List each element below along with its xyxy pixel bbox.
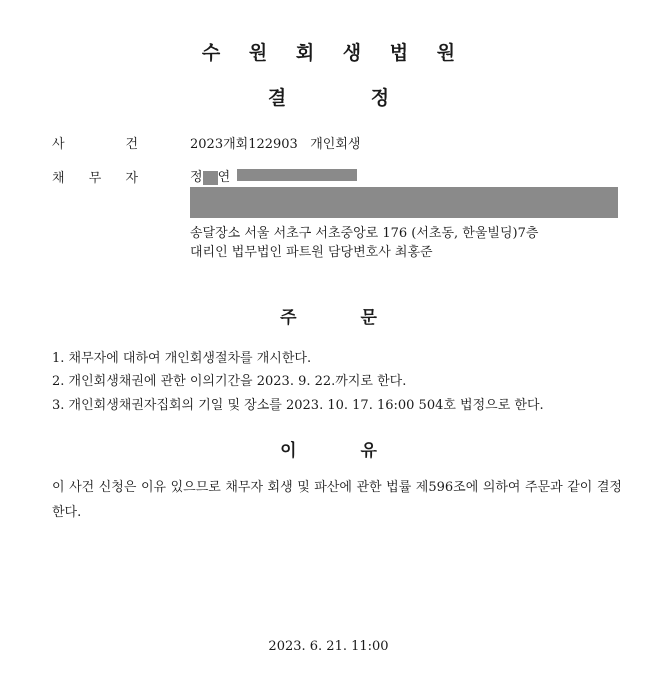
debtor-label-char-2: 무	[88, 171, 102, 186]
name-redaction	[203, 171, 218, 185]
address-redaction	[190, 187, 618, 218]
document-type: 결 정	[267, 87, 390, 109]
debtor-name-last: 연	[217, 170, 231, 185]
legal-agent: 대리인 법무법인 파트원 담당변호사 최홍준	[190, 245, 433, 260]
decision-date: 2023. 6. 21. 11:00	[268, 639, 389, 654]
order-item-3: 3. 개인회생채권자집회의 기일 및 장소를 2023. 10. 17. 16:00 504호 법정으로 한다.	[52, 398, 544, 413]
debtor-label	[52, 167, 138, 186]
debtor-label-char-1: 채	[52, 171, 65, 186]
id-redaction	[237, 169, 357, 181]
case-number: 2023개회122903	[190, 137, 298, 152]
court-title: 수 원 회 생 법 원	[201, 42, 456, 64]
debtor-name	[190, 166, 230, 185]
debtor-label-char-3: 자	[125, 171, 138, 186]
service-address: 송달장소 서울 서초구 서초중앙로 176 (서초동, 한울빌딩)7층	[190, 226, 539, 241]
case-label	[52, 133, 138, 152]
order-item-2: 2. 개인회생채권에 관한 이의기간을 2023. 9. 22.까지로 한다.	[52, 374, 407, 389]
reason-text: 이 사건 신청은 이유 있으므로 채무자 회생 및 파산에 관한 법률 제596조에 의하여 주문과 같이 결정한다.	[52, 480, 622, 520]
reason-heading: 이 유	[280, 441, 377, 461]
case-type: 개인회생	[310, 137, 361, 152]
case-label-char-1: 사	[52, 137, 65, 152]
case-value	[190, 133, 360, 152]
order-item-1: 1. 채무자에 대하여 개인회생절차를 개시한다.	[52, 351, 312, 366]
case-label-char-2: 건	[125, 137, 138, 152]
order-heading: 주 문	[280, 308, 377, 328]
debtor-name-first: 정	[190, 170, 203, 185]
